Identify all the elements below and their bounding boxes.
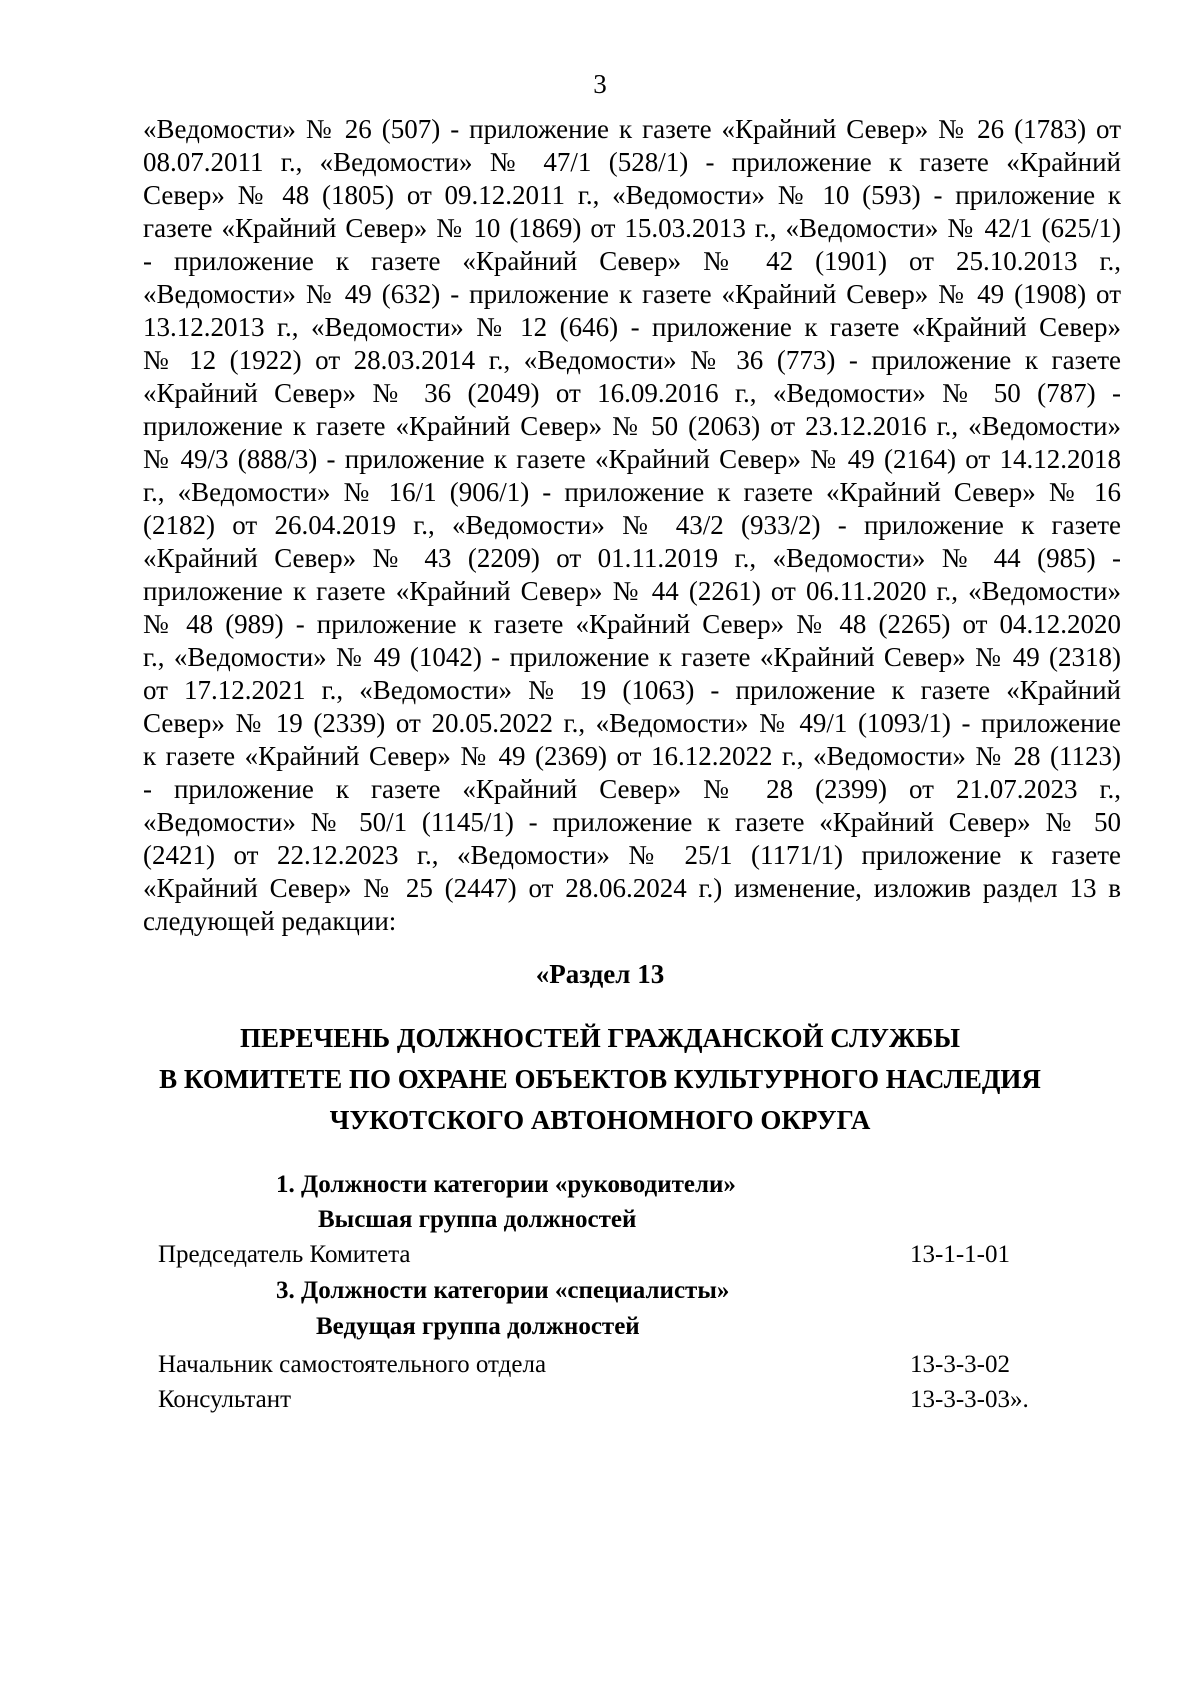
body-line: № 48 (989) - приложение к газете «Крайний Север» № 48 (2265) от 04.12.2020	[143, 609, 1121, 639]
body-line: «Крайний Север» № 25 (2447) от 28.06.2024 г.) изменение, изложив раздел 13 в	[143, 873, 1121, 903]
body-line: «Ведомости» № 49 (632) - приложение к газете «Крайний Север» № 49 (1908) от	[143, 279, 1121, 309]
body-line: - приложение к газете «Крайний Север» № 42 (1901) от 25.10.2013 г.,	[143, 246, 1121, 276]
body-line: «Крайний Север» № 36 (2049) от 16.09.2016 г., «Ведомости» № 50 (787) -	[143, 378, 1121, 408]
section-title-line: ЧУКОТСКОГО АВТОНОМНОГО ОКРУГА	[329, 1105, 871, 1135]
body-line: «Ведомости» № 26 (507) - приложение к газете «Крайний Север» № 26 (1783) от	[143, 114, 1121, 144]
section-label: «Раздел 13	[535, 959, 665, 989]
body-line: г., «Ведомости» № 16/1 (906/1) - приложение к газете «Крайний Север» № 16	[143, 477, 1121, 507]
group-heading: Высшая группа должностей	[318, 1206, 637, 1233]
body-line: приложение к газете «Крайний Север» № 50 (2063) от 23.12.2016 г., «Ведомости»	[143, 411, 1121, 441]
body-paragraph	[143, 113, 1121, 938]
body-line: 13.12.2013 г., «Ведомости» № 12 (646) - приложение к газете «Крайний Север»	[143, 312, 1121, 342]
section-title-line: ПЕРЕЧЕНЬ ДОЛЖНОСТЕЙ ГРАЖДАНСКОЙ СЛУЖБЫ	[239, 1023, 961, 1053]
body-line: (2182) от 26.04.2019 г., «Ведомости» № 43/2 (933/2) - приложение к газете	[143, 510, 1121, 540]
body-line: № 49/3 (888/3) - приложение к газете «Крайний Север» № 49 (2164) от 14.12.2018	[143, 444, 1121, 474]
body-line: Север» № 19 (2339) от 20.05.2022 г., «Ведомости» № 49/1 (1093/1) - приложение	[143, 708, 1121, 738]
body-line: (2421) от 22.12.2023 г., «Ведомости» № 25/1 (1171/1) приложение к газете	[143, 840, 1121, 870]
category-heading: 3. Должности категории «специалисты»	[276, 1277, 730, 1304]
body-line: газете «Крайний Север» № 10 (1869) от 15.03.2013 г., «Ведомости» № 42/1 (625/1)	[143, 213, 1121, 243]
category-heading: 1. Должности категории «руководители»	[276, 1171, 736, 1198]
position-code: 13-3-3-02	[910, 1351, 1010, 1378]
body-line: г., «Ведомости» № 49 (1042) - приложение к газете «Крайний Север» № 49 (2318)	[143, 642, 1121, 672]
body-line: приложение к газете «Крайний Север» № 44 (2261) от 06.11.2020 г., «Ведомости»	[143, 576, 1121, 606]
group-heading: Ведущая группа должностей	[316, 1313, 640, 1340]
body-line: следующей редакции:	[143, 906, 397, 936]
body-line: 08.07.2011 г., «Ведомости» № 47/1 (528/1) - приложение к газете «Крайний	[143, 147, 1121, 177]
body-line: «Крайний Север» № 43 (2209) от 01.11.2019 г., «Ведомости» № 44 (985) -	[143, 543, 1121, 573]
position-name: Консультант	[158, 1386, 292, 1413]
body-line: Север» № 48 (1805) от 09.12.2011 г., «Ведомости» № 10 (593) - приложение к	[143, 180, 1121, 210]
page-number: 3	[593, 69, 607, 99]
section-title-line: В КОМИТЕТЕ ПО ОХРАНЕ ОБЪЕКТОВ КУЛЬТУРНОГО НАСЛЕДИЯ	[159, 1064, 1041, 1094]
body-line: - приложение к газете «Крайний Север» № 28 (2399) от 21.07.2023 г.,	[143, 774, 1121, 804]
position-code: 13-1-1-01	[910, 1241, 1010, 1268]
body-line: к газете «Крайний Север» № 49 (2369) от 16.12.2022 г., «Ведомости» № 28 (1123)	[143, 741, 1121, 771]
body-line: № 12 (1922) от 28.03.2014 г., «Ведомости» № 36 (773) - приложение к газете	[143, 345, 1121, 375]
position-name: Начальник самостоятельного отдела	[158, 1351, 547, 1378]
section-title	[0, 1018, 1200, 1141]
position-code: 13-3-3-03».	[910, 1386, 1029, 1413]
body-line: «Ведомости» № 50/1 (1145/1) - приложение к газете «Крайний Север» № 50	[143, 807, 1121, 837]
body-line: от 17.12.2021 г., «Ведомости» № 19 (1063) - приложение к газете «Крайний	[143, 675, 1121, 705]
position-name: Председатель Комитета	[158, 1241, 411, 1268]
